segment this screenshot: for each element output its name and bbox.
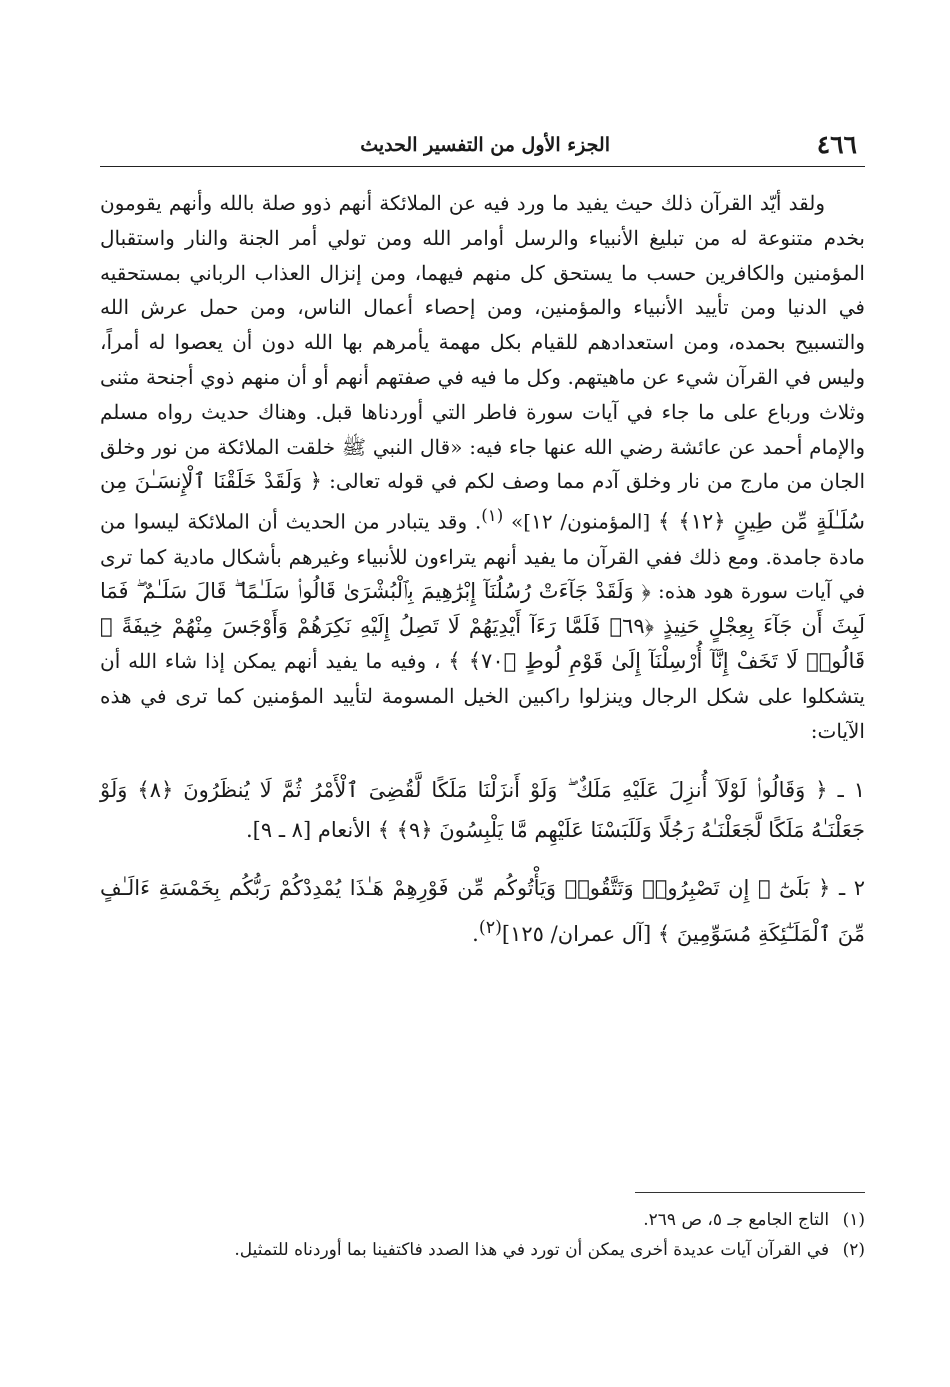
verse-citation: [آل عمران/ ١٢٥] — [501, 922, 652, 947]
footnote-text: في القرآن آيات عديدة أخرى يمكن أن تورد في هذا الصدد فاكتفينا بما أوردناه للتمثيل. — [234, 1240, 830, 1260]
footnotes — [100, 1205, 865, 1265]
verse-citation: الأنعام [٨ ـ ٩]. — [246, 818, 372, 843]
paragraph — [100, 186, 865, 748]
page-number: ٤٦٦ — [816, 130, 857, 159]
header-divider — [100, 166, 865, 167]
paragraph-text: . وقد يتبادر من الحديث أن الملائكة ليسوا من مادة جامدة. ومع ذلك ففي القرآن ما يفيد أنهم يتراءون للأنبياء وغيرهم بأشكال مادية كما ترى في آيات سورة هود هذه: — [100, 509, 866, 604]
footnote-divider — [635, 1192, 865, 1193]
sentence-end: . — [472, 922, 479, 947]
quran-verse: ﴿ بَلَىٰٓ ۚ إِن تَصْبِرُوا۟ وَتَتَّقُوا۟ وَيَأْتُوكُم مِّن فَوْرِهِمْ هَـٰذَا يُمْدِدْكُمْ رَبُّكُم بِخَمْسَةِ ءَالَـٰفٍ مِّنَ ٱلْمَلَـٰٓئِكَةِ مُسَوِّمِينَ ﴾ — [100, 876, 865, 947]
footnote — [100, 1235, 865, 1265]
verse-citation: [المؤمنون/ ١٢]» — [511, 509, 651, 534]
footnote-ref: (١) — [481, 506, 504, 526]
quran-verse: ﴿ وَلَقَدْ جَآءَتْ رُسُلُنَآ إِبْرَٰهِيمَ بِٱلْبُشْرَىٰ قَالُوا۟ سَلَـٰمًا ۖ قَالَ سَلَـٰمٌ ۖ فَمَا لَبِثَ أَن جَآءَ بِعِجْلٍ حَنِيذٍ ﴿٦٩﴾ فَلَمَّا رَءَآ أَيْدِيَهُمْ لَا تَصِلُ إِلَيْهِ نَكِرَهُمْ وَأَوْجَسَ مِنْهُمْ خِيفَةً ۚ قَالُوا۟ لَا تَخَفْ إِنَّآ أُرْسِلْنَآ إِلَىٰ قَوْمِ لُوطٍ ﴿٧٠﴾ ﴾ — [100, 579, 865, 674]
footnote-ref: (٢) — [478, 918, 502, 939]
footnote-marker: (١) — [842, 1210, 865, 1230]
verse-number: ٢ ـ — [838, 876, 865, 901]
footnote-text: التاج الجامع جـ ٥، ص ٢٦٩. — [643, 1210, 830, 1230]
main-text — [100, 186, 865, 972]
paragraph-text: ، وفيه ما يفيد أنهم يمكن إذا شاء الله أن يتشكلوا على شكل الرجال وينزلوا راكبين الخيل المسومة لتأييد المؤمنين كما ترى في هذه الآيات: — [100, 649, 865, 743]
running-title: الجزء الأول من التفسير الحديث — [360, 134, 610, 156]
verse-list — [100, 770, 865, 954]
verse-item — [100, 770, 865, 850]
footnote — [100, 1205, 865, 1235]
verse-number: ١ ـ — [837, 778, 865, 803]
verse-item — [100, 868, 865, 954]
paragraph-text: ولقد أيّد القرآن ذلك حيث يفيد ما ورد فيه عن الملائكة أنهم ذوو صلة بالله وأنهم يقومون بخدم متنوعة له من تبليغ الأنبياء والرسل أوامر الله ومن تولي أمر الجنة والنار واستقبال المؤمنين والكافرين حسب ما يستحق كل منهم فيهما، ومن إنزال العذاب الرباني بمستحقيه في الدنيا ومن تأييد الأنبياء والمؤمنين، ومن إحصاء أعمال الناس، ومن حمل عرش الله والتسبيح بحمده، ومن استعدادهم للقيام بكل مهمة يأمرهم بها الله دون أن يعصوا له أمراً، وليس في القرآن شيء عن ماهيتهم. وكل ما فيه في صفتهم أنهم أو أن منهم ذوي أجنحة مثنى وثلاث ورباع على ما جاء في آيات سورة فاطر التي أوردناها قبل. وهناك حديث رواه مسلم والإمام أحمد عن عائشة رضي الله عنها جاء فيه: «قال النبي ﷺ خلقت الملائكة من نور وخلق الجان من مارج من نار وخلق آدم مما وصف لكم في قوله تعالى: — [100, 191, 866, 494]
quran-verse: ﴿ وَلَقَدْ خَلَقْنَا ٱلْإِنسَـٰنَ مِن سُلَـٰلَةٍ مِّن طِينٍ ﴿١٢﴾ ﴾ — [100, 469, 866, 534]
quran-verse: ﴿ وَقَالُوا۟ لَوْلَآ أُنزِلَ عَلَيْهِ مَلَكٌ ۖ وَلَوْ أَنزَلْنَا مَلَكًا لَّقُضِىَ ٱلْأَمْرُ ثُمَّ لَا يُنظَرُونَ ﴿٨﴾ وَلَوْ جَعَلْنَـٰهُ مَلَكًا لَّجَعَلْنَـٰهُ رَجُلًا وَلَلَبَسْنَا عَلَيْهِم مَّا يَلْبِسُونَ ﴿٩﴾ ﴾ — [100, 778, 865, 843]
page-header — [100, 126, 865, 166]
footnote-marker: (٢) — [842, 1240, 865, 1260]
